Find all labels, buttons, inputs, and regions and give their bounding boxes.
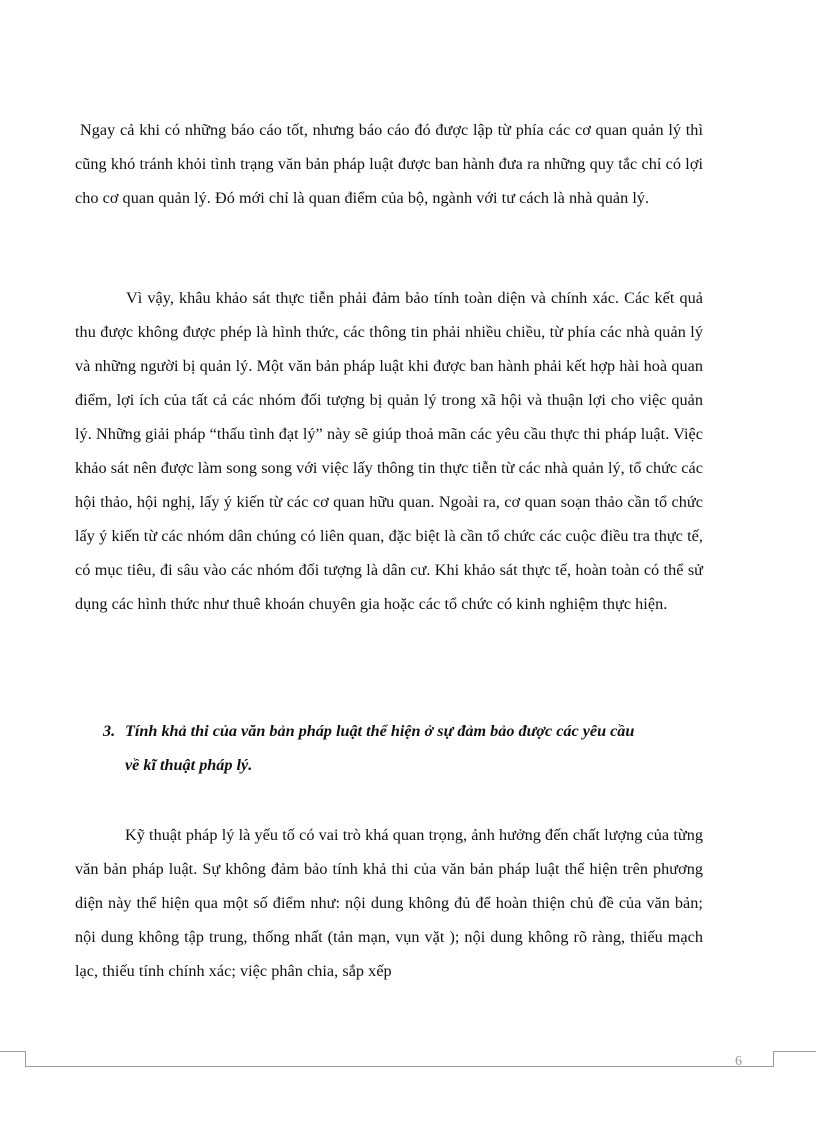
paragraph-1: Ngay cả khi có những báo cáo tốt, nhưng báo cáo đó được lập từ phía các cơ quan quản lý thì cũng khó tránh khỏi tình trạng văn bản pháp luật được ban hành đưa ra những quy tắc chỉ có lợi cho cơ quan quản lý. Đó mới chỉ là quan điểm của bộ, ngành với tư cách là nhà quản lý. <box>75 121 703 207</box>
section-number: 3. <box>103 722 116 740</box>
footer-bracket <box>25 1051 774 1067</box>
paragraph-3: Kỹ thuật pháp lý là yếu tố có vai trò khá quan trọng, ảnh hưởng đến chất lượng của từng văn bản pháp luật. Sự không đảm bảo tính khả thi của văn bản pháp luật thể hiện trên phương diện này thể hiện qua một số điểm như: nội dung không đủ để hoàn thiện chủ đề của văn bản; nội dung không tập trung, thống nhất (tản mạn, vụn vặt ); nội dung không rõ ràng, thiếu mạch lạc, thiếu tính chính xác; việc phân chia, sắp xếp <box>75 826 703 980</box>
paragraph-2: Vì vậy, khâu khảo sát thực tiễn phải đảm bảo tính toàn diện và chính xác. Các kết quả thu được không được phép là hình thức, các thông tin phải nhiều chiều, từ phía các nhà quản lý và những người bị quản lý. Một văn bản pháp luật khi được ban hành phải kết hợp hài hoà quan điểm, lợi ích của tất cả các nhóm đối tượng bị quản lý trong xã hội và thuận lợi cho việc quản lý. Những giải pháp “thấu tình đạt lý” này sẽ giúp thoả mãn các yêu cầu thực thi pháp luật. Việc khảo sát nên được làm song song với việc lấy thông tin thực tiễn từ các nhà quản lý, tổ chức các hội thảo, hội nghị, lấy ý kiến từ các cơ quan hữu quan. Ngoài ra, cơ quan soạn thảo cần tổ chức lấy ý kiến từ các nhóm dân chúng có liên quan, đặc biệt là cần tổ chức các cuộc điều tra thực tế, có mục tiêu, đi sâu vào các nhóm đối tượng là dân cư. Khi khảo sát thực tế, hoàn toàn có thể sử dụng các hình thức như thuê khoán chuyên gia hoặc các tổ chức có kinh nghiệm thực hiện. <box>75 289 703 613</box>
footer-rule-left <box>0 1051 26 1052</box>
section-heading-3 <box>103 714 703 782</box>
section-heading-line-1: Tính khả thi của văn bản pháp luật thể hiện ở sự đảm bảo được các yêu cầu <box>125 722 635 740</box>
footer-rule-right <box>773 1051 816 1052</box>
page-number: 6 <box>735 1054 742 1069</box>
section-heading-line-2: về kĩ thuật pháp lý. <box>125 756 253 774</box>
